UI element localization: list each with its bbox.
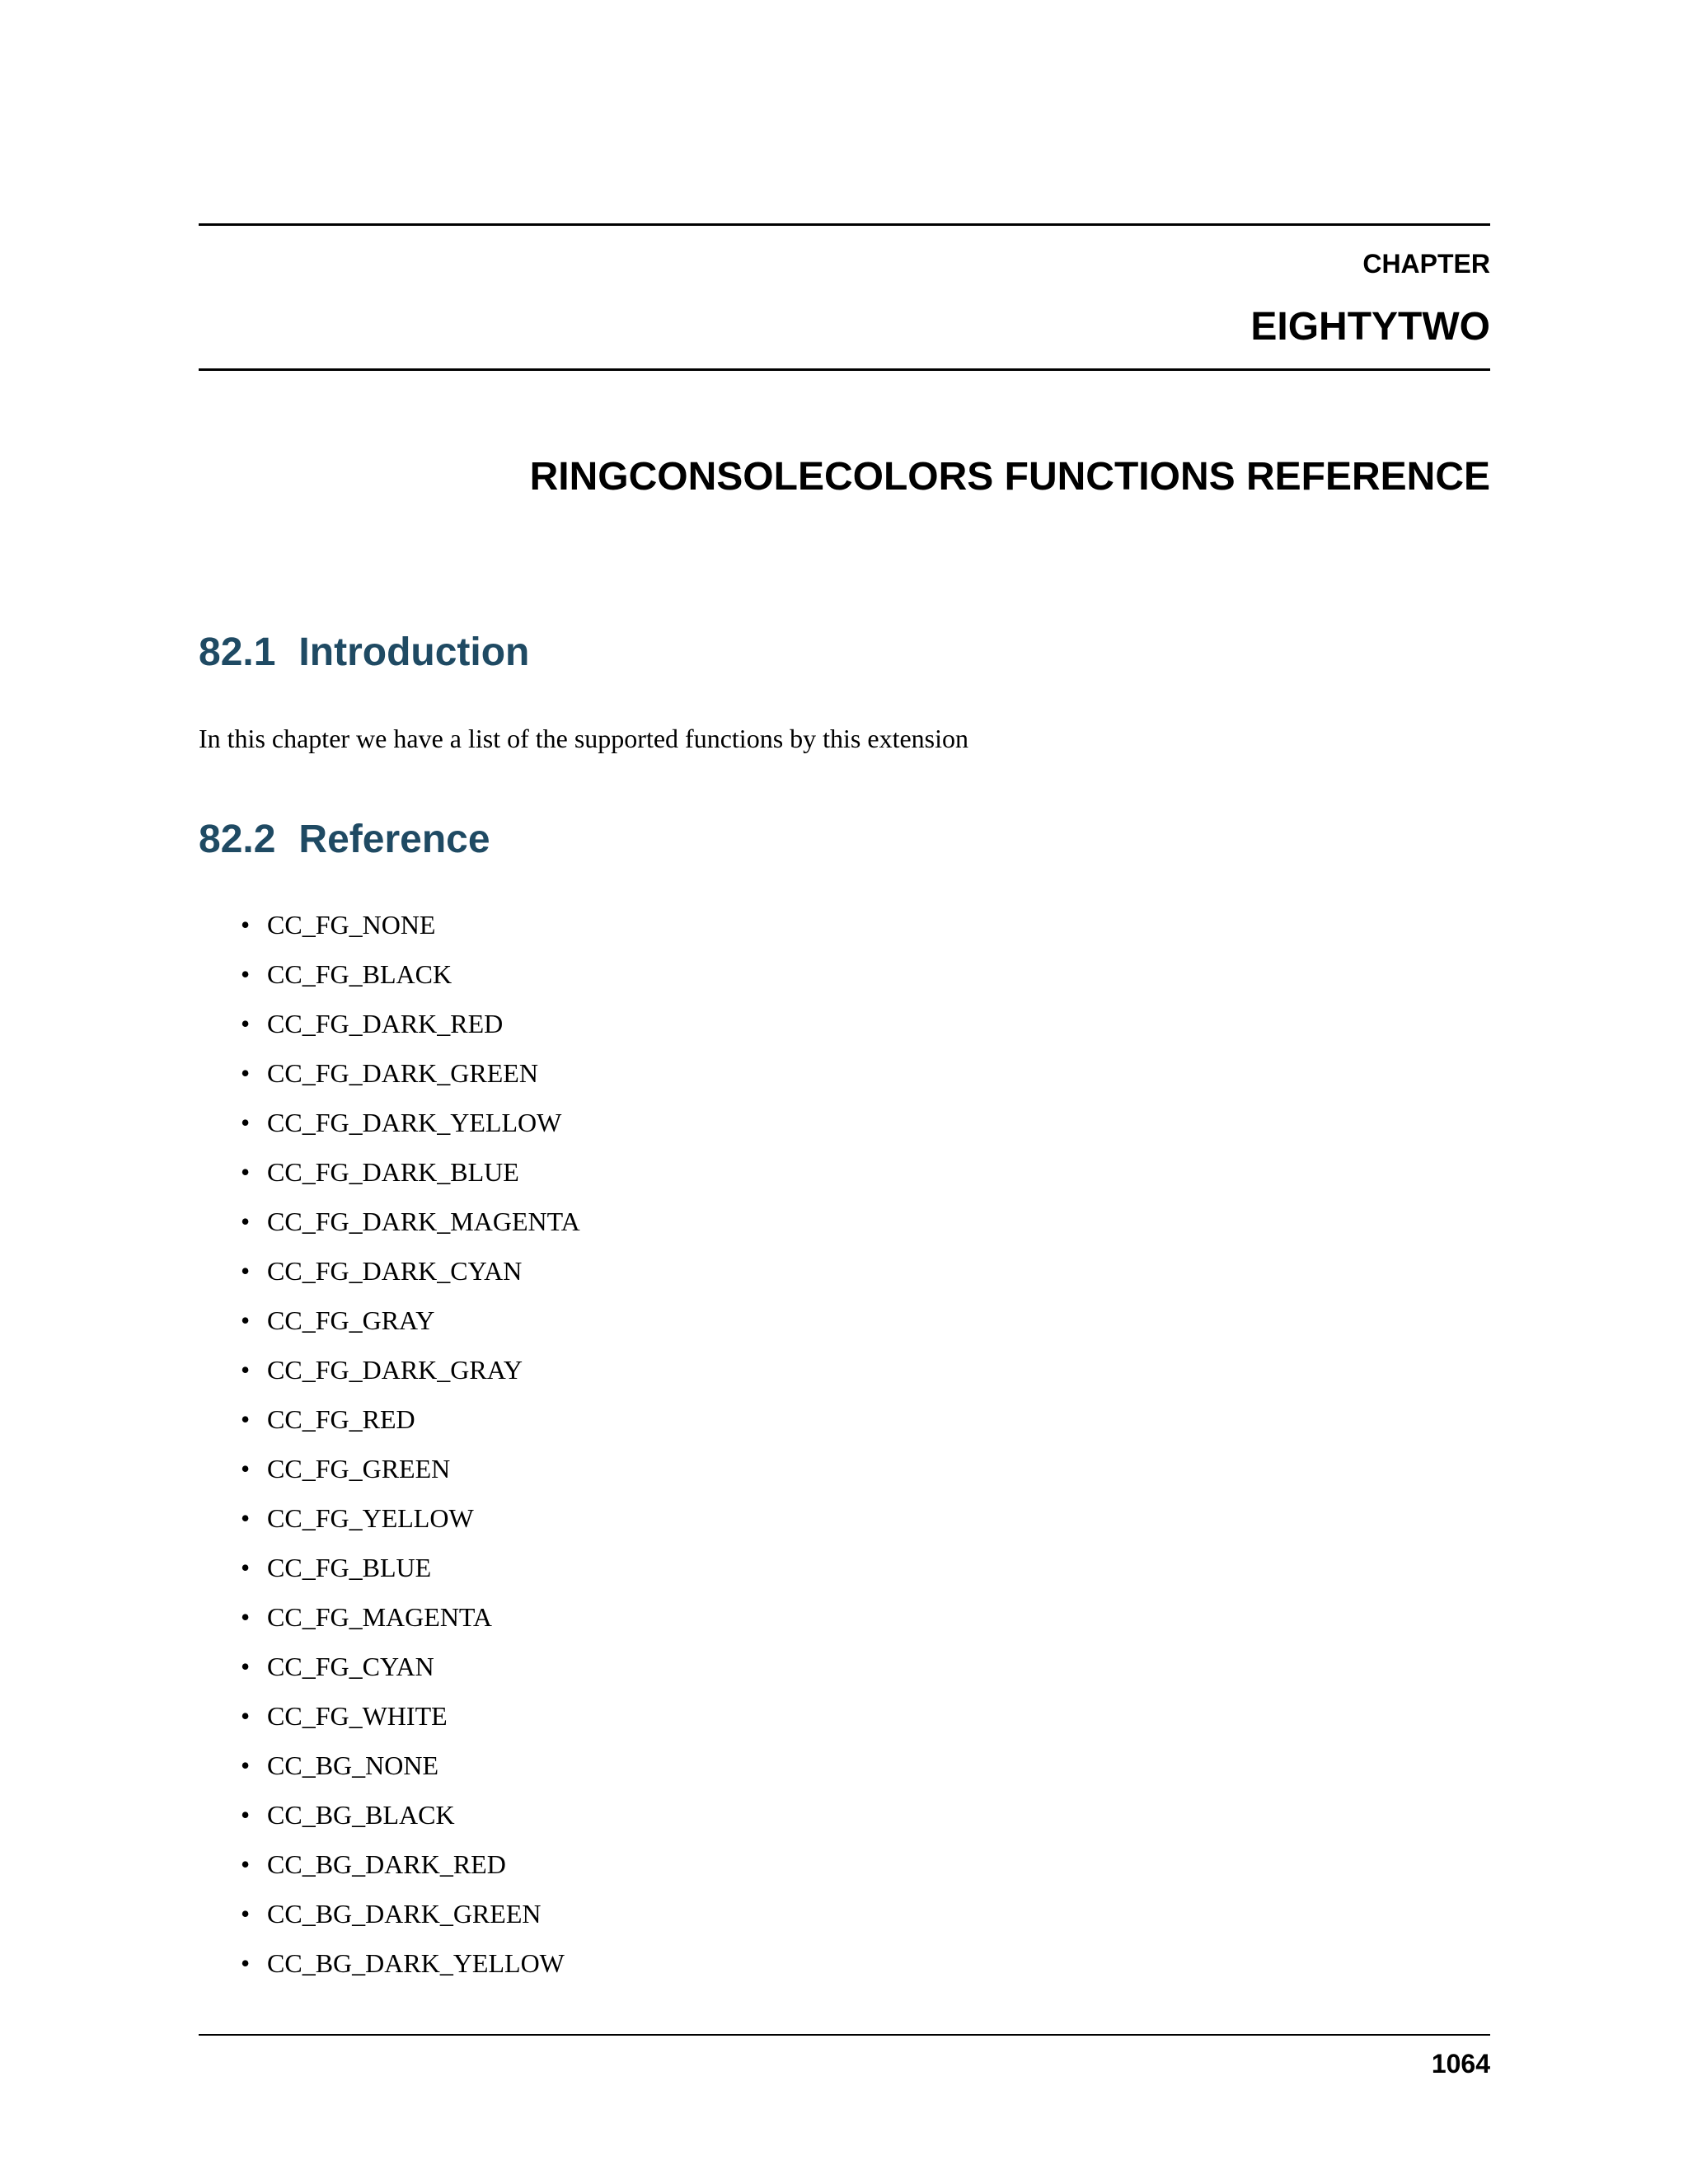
list-item-label: CC_FG_RED xyxy=(267,1404,415,1434)
list-item-label: CC_BG_BLACK xyxy=(267,1800,455,1830)
list-item xyxy=(199,1057,580,1106)
bullet-icon: • xyxy=(241,1652,251,1681)
list-item xyxy=(199,1155,580,1205)
list-item-label: CC_FG_CYAN xyxy=(267,1652,434,1681)
section-number: 82.1 xyxy=(199,630,276,674)
bullet-icon: • xyxy=(241,1602,251,1632)
list-item xyxy=(199,1353,580,1403)
list-item xyxy=(199,1749,580,1798)
bullet-icon: • xyxy=(241,959,251,989)
list-item-label: CC_FG_MAGENTA xyxy=(267,1602,493,1632)
section-heading-introduction xyxy=(199,629,529,677)
list-item xyxy=(199,908,580,958)
list-item xyxy=(199,1897,580,1947)
chapter-top-rule xyxy=(199,223,1490,226)
list-item xyxy=(199,1699,580,1749)
chapter-title: RINGCONSOLECOLORS FUNCTIONS REFERENCE xyxy=(529,455,1490,499)
bullet-icon: • xyxy=(241,1503,251,1533)
list-item xyxy=(199,1403,580,1452)
bullet-icon: • xyxy=(241,1849,251,1879)
bullet-icon: • xyxy=(241,1899,251,1929)
list-item-label: CC_BG_DARK_GREEN xyxy=(267,1899,542,1929)
chapter-bottom-rule xyxy=(199,368,1490,371)
bullet-icon: • xyxy=(241,1207,251,1236)
list-item-label: CC_FG_NONE xyxy=(267,910,436,940)
list-item-label: CC_BG_NONE xyxy=(267,1750,439,1780)
bullet-icon: • xyxy=(241,1454,251,1483)
list-item xyxy=(199,1205,580,1254)
bullet-icon: • xyxy=(241,1701,251,1731)
bullet-icon: • xyxy=(241,1800,251,1830)
chapter-name: EIGHTYTWO xyxy=(1250,305,1490,349)
bullet-icon: • xyxy=(241,1009,251,1038)
section-number: 82.2 xyxy=(199,818,276,861)
list-item xyxy=(199,1106,580,1155)
bullet-icon: • xyxy=(241,1355,251,1385)
list-item-label: CC_BG_DARK_RED xyxy=(267,1849,506,1879)
list-item-label: CC_FG_BLUE xyxy=(267,1553,432,1582)
list-item xyxy=(199,1007,580,1057)
list-item-label: CC_FG_GRAY xyxy=(267,1305,435,1335)
footer-rule xyxy=(199,2034,1490,2036)
list-item xyxy=(199,1304,580,1353)
list-item xyxy=(199,1502,580,1551)
list-item-label: CC_FG_DARK_GRAY xyxy=(267,1355,523,1385)
list-item xyxy=(199,1798,580,1848)
bullet-icon: • xyxy=(241,1058,251,1088)
list-item-label: CC_FG_DARK_GREEN xyxy=(267,1058,538,1088)
page-number: 1064 xyxy=(1431,2049,1490,2079)
list-item-label: CC_FG_DARK_MAGENTA xyxy=(267,1207,580,1236)
section-title: Introduction xyxy=(298,630,530,674)
list-item-label: CC_FG_WHITE xyxy=(267,1701,448,1731)
list-item xyxy=(199,1650,580,1699)
section-heading-reference xyxy=(199,816,490,864)
list-item-label: CC_FG_DARK_YELLOW xyxy=(267,1108,562,1137)
list-item xyxy=(199,1452,580,1502)
list-item xyxy=(199,1947,580,1996)
chapter-label: CHAPTER xyxy=(1362,249,1490,279)
list-item-label: CC_FG_BLACK xyxy=(267,959,452,989)
list-item-label: CC_BG_DARK_YELLOW xyxy=(267,1948,565,1978)
list-item-label: CC_FG_YELLOW xyxy=(267,1503,474,1533)
bullet-icon: • xyxy=(241,1108,251,1137)
bullet-icon: • xyxy=(241,910,251,940)
bullet-icon: • xyxy=(241,1157,251,1187)
section-title: Reference xyxy=(298,818,490,861)
list-item xyxy=(199,958,580,1007)
list-item xyxy=(199,1551,580,1601)
list-item xyxy=(199,1254,580,1304)
bullet-icon: • xyxy=(241,1750,251,1780)
list-item-label: CC_FG_DARK_CYAN xyxy=(267,1256,523,1286)
list-item-label: CC_FG_GREEN xyxy=(267,1454,451,1483)
bullet-icon: • xyxy=(241,1404,251,1434)
reference-list xyxy=(199,908,580,1996)
list-item xyxy=(199,1601,580,1650)
list-item-label: CC_FG_DARK_RED xyxy=(267,1009,504,1038)
introduction-paragraph: In this chapter we have a list of the supported functions by this extension xyxy=(199,724,969,753)
bullet-icon: • xyxy=(241,1553,251,1582)
bullet-icon: • xyxy=(241,1948,251,1978)
list-item xyxy=(199,1848,580,1897)
bullet-icon: • xyxy=(241,1256,251,1286)
bullet-icon: • xyxy=(241,1305,251,1335)
list-item-label: CC_FG_DARK_BLUE xyxy=(267,1157,519,1187)
